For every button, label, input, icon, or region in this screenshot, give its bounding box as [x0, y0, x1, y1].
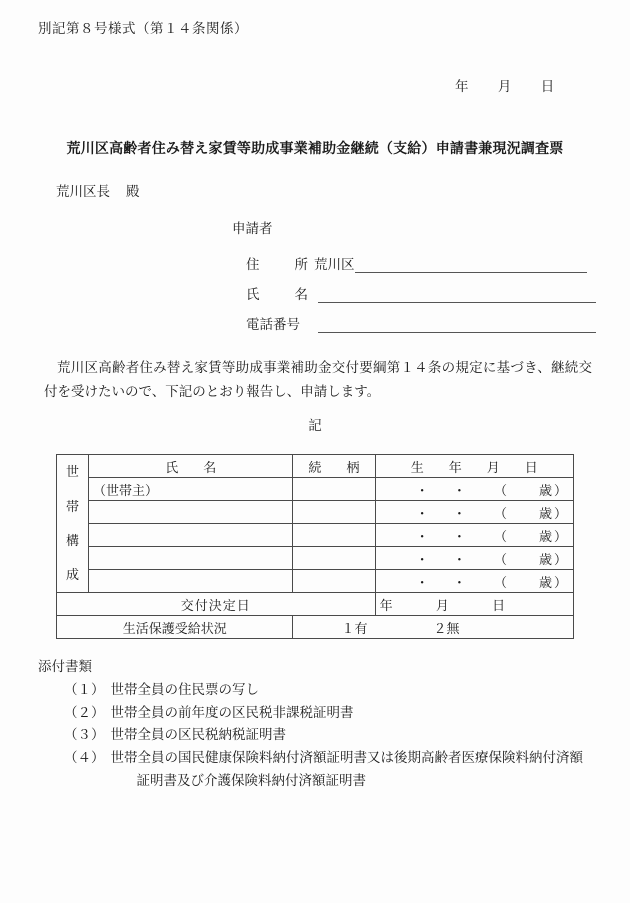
dob-separator-2a: ・: [415, 505, 429, 521]
attachments-section: [38, 655, 598, 792]
form-code: 別記第８号様式（第１４条関係）: [38, 21, 248, 36]
addressee-name: 荒川区長: [56, 184, 110, 199]
name-cell-5[interactable]: [89, 570, 293, 593]
age-field-5: （ 歳）: [493, 574, 569, 590]
attachment-text-4: [111, 747, 599, 792]
dob-separator-2b: ・: [452, 505, 466, 521]
attachment-number-1: （１）: [64, 682, 105, 697]
household-table-wrapper: [56, 454, 574, 639]
dob-separator-5b: ・: [452, 574, 466, 590]
welfare-status-label: 生活保護受給状況: [57, 616, 293, 639]
applicant-heading: 申請者: [232, 221, 273, 236]
vertical-char-1: 世: [66, 464, 80, 480]
dob-separator-3a: ・: [415, 528, 429, 544]
decision-month-label: 月: [435, 597, 449, 613]
relation-cell-1[interactable]: [293, 478, 375, 501]
list-item: [38, 679, 598, 702]
table-row: [57, 501, 574, 524]
column-header-relation: 続 柄: [293, 455, 375, 478]
attachments-heading: 添付書類: [38, 659, 92, 674]
applicant-block: [232, 217, 596, 333]
column-header-birthdate: 生 年 月 日: [375, 455, 573, 478]
birthdate-cell-2[interactable]: [375, 501, 573, 524]
decision-date-value[interactable]: [375, 593, 573, 616]
phone-input[interactable]: [318, 318, 596, 333]
attachment-text-2: 世帯全員の前年度の区民税非課税証明書: [110, 704, 354, 720]
name-label: 氏 名: [246, 287, 308, 302]
vertical-char-4: 成: [66, 567, 80, 583]
welfare-status-row: [57, 616, 574, 639]
page-title: 荒川区高齢者住み替え家賃等助成事業補助金継続（支給）申請書兼現況調査票: [66, 142, 564, 157]
body-paragraph: [44, 356, 592, 403]
table-row: [57, 478, 574, 501]
list-item: [38, 747, 598, 792]
name-cell-2[interactable]: [89, 501, 293, 524]
age-field-2: （ 歳）: [493, 505, 569, 521]
decision-day-label: 日: [492, 597, 506, 613]
table-row: [57, 547, 574, 570]
birthdate-cell-4[interactable]: [375, 547, 573, 570]
body-line-2: 付を受けたいので、下記のとおり報告し、申請します。: [44, 383, 381, 399]
attachment-text-4-line1: 世帯全員の国民健康保険料納付済額証明書又は後期高齢者医療保険料納付済額: [110, 750, 583, 766]
age-field-3: （ 歳）: [493, 528, 569, 544]
date-year-label: 年: [455, 79, 469, 94]
vertical-label-household-composition: [57, 455, 89, 593]
dob-separator-5a: ・: [415, 574, 429, 590]
dob-separator-3b: ・: [452, 528, 466, 544]
name-cell-1[interactable]: （世帯主）: [89, 478, 293, 501]
decision-date-row: [57, 593, 574, 616]
attachment-number-3: （３）: [64, 727, 105, 743]
table-row: [57, 524, 574, 547]
date-day-label: 日: [540, 79, 555, 94]
name-cell-3[interactable]: [89, 524, 293, 547]
dob-separator-4a: ・: [415, 551, 429, 567]
applicant-address-row: [246, 243, 596, 273]
attachment-number-4: （４）: [64, 750, 105, 766]
household-table: [56, 454, 574, 639]
list-item: [38, 724, 598, 747]
name-input[interactable]: [318, 288, 596, 303]
applicant-name-row: [246, 273, 596, 303]
vertical-char-2: 帯: [66, 498, 80, 514]
relation-cell-3[interactable]: [293, 524, 375, 547]
dob-separator-1a: ・: [415, 482, 429, 498]
address-prefix: 荒川区: [314, 257, 355, 272]
table-header-row: [57, 455, 574, 478]
birthdate-cell-1[interactable]: [375, 478, 573, 501]
welfare-option-no[interactable]: ２無: [433, 620, 460, 636]
attachment-text-4-line2: 証明書及び介護保険料納付済額証明書: [136, 772, 366, 788]
birthdate-cell-3[interactable]: [375, 524, 573, 547]
decision-year-label: 年: [379, 597, 393, 613]
column-header-name: 氏 名: [89, 455, 293, 478]
body-line-1: 荒川区高齢者住み替え家賃等助成事業補助金交付要綱第１４条の規定に基づき、継続交: [57, 360, 592, 375]
welfare-status-options[interactable]: [293, 616, 574, 639]
applicant-phone-row: [246, 303, 596, 333]
attachment-text-1: 世帯全員の住民票の写し: [110, 682, 259, 697]
address-input[interactable]: [355, 258, 587, 273]
relation-cell-5[interactable]: [293, 570, 375, 593]
name-cell-4[interactable]: [89, 547, 293, 570]
table-row: [57, 570, 574, 593]
age-field-1: （ 歳）: [493, 482, 569, 498]
vertical-char-3: 構: [66, 532, 80, 548]
relation-cell-2[interactable]: [293, 501, 375, 524]
age-field-4: （ 歳）: [493, 551, 569, 567]
birthdate-cell-5[interactable]: [375, 570, 573, 593]
dob-separator-1b: ・: [452, 482, 466, 498]
attachment-number-2: （２）: [64, 704, 105, 720]
date-month-label: 月: [497, 79, 512, 94]
phone-label: 電話番号: [246, 317, 300, 332]
attachment-text-3: 世帯全員の区民税納税証明書: [110, 727, 286, 743]
list-item: [38, 702, 598, 725]
ki-marker: 記: [308, 418, 322, 433]
addressee-honorific: 殿: [126, 184, 140, 199]
dob-separator-4b: ・: [452, 551, 466, 567]
decision-date-label: 交付決定日: [57, 593, 376, 616]
relation-cell-4[interactable]: [293, 547, 375, 570]
addressee: [56, 180, 140, 200]
address-label: 住 所: [246, 257, 308, 272]
welfare-option-yes[interactable]: １有: [341, 620, 368, 636]
document-date-line: [455, 75, 554, 95]
